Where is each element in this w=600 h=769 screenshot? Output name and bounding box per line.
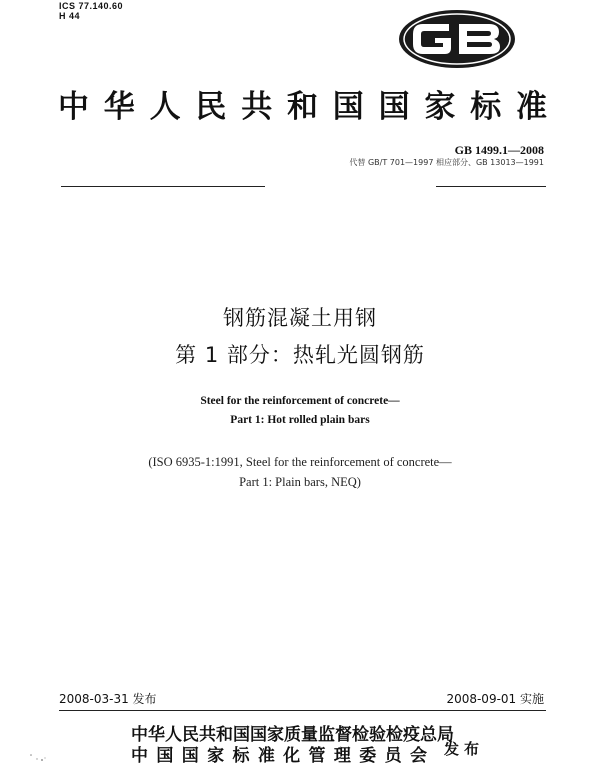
adoption-note-line2: Part 1: Plain bars, NEQ) [239,475,361,489]
replaces-note: 代替 GB/T 701—1997 相应部分、GB 13013—1991 [349,158,544,167]
header-rule-right [436,186,546,187]
gb-logo-graphic [397,8,517,70]
header-rule-left [61,186,265,187]
gb-logo [397,8,517,70]
issue-date: 2008-03-31 发布 [59,692,157,706]
issuer-line2: 中国国家标准化管理委员会 [131,746,427,766]
ics-code: ICS 77.140.60 [59,1,124,11]
issuer-line1: 中华人民共和国国家质量监督检验检疫总局 [131,725,454,745]
standard-number: GB 1499.1—2008 [454,143,544,157]
title-en-line2: Part 1: Hot rolled plain bars [230,414,370,426]
scan-specks [28,752,48,762]
ccs-code: H 44 [59,11,81,21]
title-en-line1: Steel for the reinforcement of concrete— [200,395,400,407]
implementation-date: 2008-09-01 实施 [446,692,544,706]
title-cn-line1: 钢筋混凝土用钢 [223,306,377,330]
adoption-note-line1: (ISO 6935-1:1991, Steel for the reinforcement of concrete— [148,455,452,469]
title-cn-line2: 第 1 部分：热轧光圆钢筋 [175,343,425,367]
footer-rule [59,710,546,711]
classification-codes [59,1,123,21]
national-standard-title: 中华人民共和国国家标准 [58,89,548,125]
publish-label: 发布 [444,740,485,758]
